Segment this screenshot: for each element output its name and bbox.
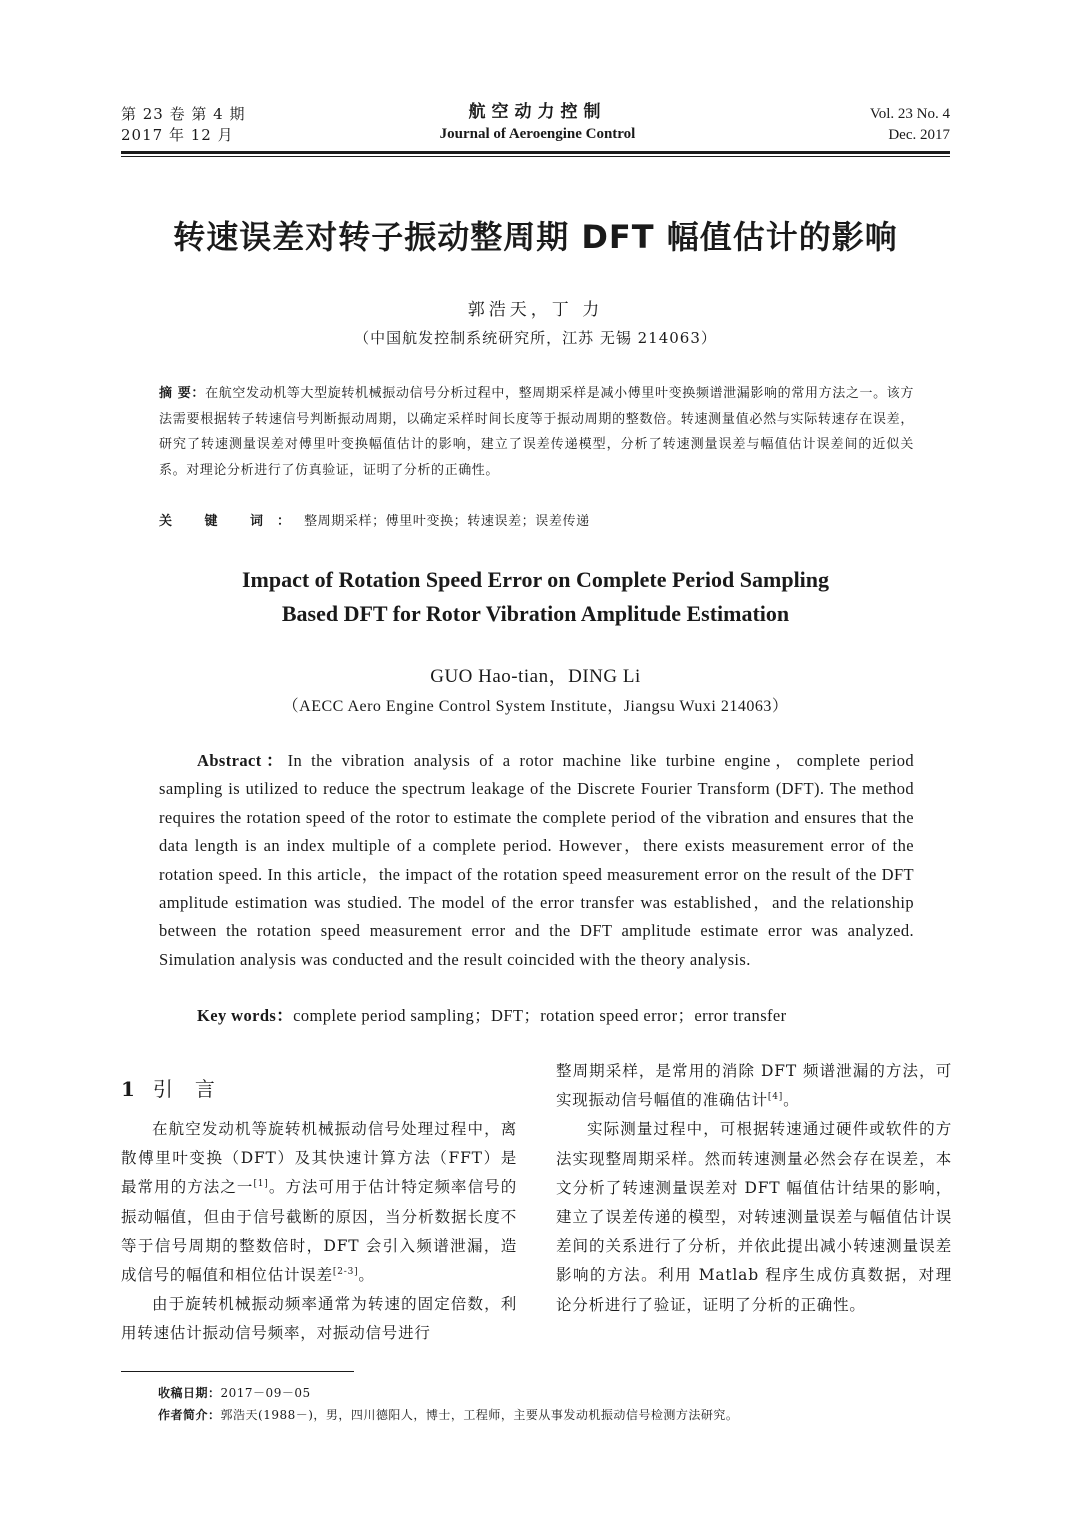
header-rule-thin: [121, 156, 950, 157]
body-text: 整周期采样，是常用的消除 DFT 频谱泄漏的方法，可实现振动信号幅值的准确估计: [556, 1062, 952, 1110]
body-paragraph: [556, 1057, 952, 1115]
keywords-en-label: Key words：: [197, 1006, 294, 1025]
journal-name-en: Journal of Aeroengine Control: [439, 126, 636, 142]
footnote: [158, 1382, 738, 1426]
header-rule-thick: [121, 151, 950, 154]
abstract-en: [159, 747, 914, 974]
body-column-left: [121, 1115, 517, 1349]
keywords-en-text: complete period sampling；DFT；rotation speed error；error transfer: [293, 1006, 787, 1025]
journal-name-zh: 航空动力控制: [468, 102, 607, 122]
body-paragraph: [121, 1115, 517, 1290]
abstract-zh-text: 在航空发动机等大型旋转机械振动信号分析过程中，整周期采样是减小傅里叶变换频谱泄漏影响的常用方法之一。该方法需要根据转子转速信号判断振动周期，以确定采样时间长度等于振动周期的整数倍。转速测量值必然与实际转速存在误差，研究了转速测量误差对傅里叶变换幅值估计的影响，建立了误差传递模型，分析了转速测量误差与幅值估计误差间的近似关系。对理论分析进行了仿真验证，证明了分析的正确性。: [159, 386, 914, 478]
authors-zh: 郭浩天，丁 力: [467, 300, 604, 320]
keywords-zh: [159, 509, 914, 534]
received-date: [158, 1382, 738, 1404]
keywords-en: [197, 1002, 914, 1030]
volume-issue-zh: 第 23 卷 第 4 期: [121, 105, 246, 123]
abstract-zh-label: 摘 要：: [159, 386, 206, 401]
date-en: Dec. 2017: [888, 127, 950, 143]
paper-title-en-line1: Impact of Rotation Speed Error on Complete Period Sampling: [241, 567, 830, 592]
section-heading-1: [121, 1073, 237, 1102]
date-zh: 2017 年 12 月: [121, 126, 234, 144]
journal-name: [380, 100, 695, 144]
section-number: 1: [121, 1077, 135, 1101]
body-text: 。方法可用于估计特定频率信号的振动幅值，但由于信号截断的原因，当分析数据长度不等于信号周期的整数倍时，DFT 会引入频谱泄漏，造成信号的幅值和相位估计误差: [121, 1178, 517, 1285]
volume-issue-en: Vol. 23 No. 4: [869, 106, 950, 122]
citation-ref[interactable]: [4]: [767, 1092, 784, 1103]
keywords-zh-label: 关 键 词：: [159, 514, 305, 529]
citation-ref[interactable]: [2-3]: [332, 1267, 359, 1278]
author-bio-label: 作者简介：: [158, 1408, 221, 1422]
issue-info: [121, 104, 245, 146]
keywords-zh-text: 整周期采样；傅里叶变换；转速误差；误差传递: [304, 514, 590, 529]
authors-en: GUO Hao-tian，DING Li: [430, 666, 641, 687]
paper-title-zh: 转速误差对转子振动整周期 DFT 幅值估计的影响: [173, 218, 898, 256]
body-paragraph: 由于旋转机械振动频率通常为转速的固定倍数，利用转速估计振动信号频率，对振动信号进行: [121, 1295, 517, 1343]
received-label: 收稿日期：: [158, 1386, 221, 1400]
received-value: 2017－09－05: [220, 1386, 311, 1400]
body-column-right: [556, 1057, 952, 1320]
body-text: 。: [783, 1091, 800, 1110]
issue-info-en: [870, 104, 950, 146]
abstract-en-text: In the vibration analysis of a rotor machine like turbine engine，complete period sampling is utilized to reduce the spectrum leakage of the Discrete Fourier Transform (DFT). The method requires the rotation speed of the rotor to estimate the complete period of the vibration and ensures that the data length is an index multiple of a complete period. However，there exists measurement error of the rotation speed. In this article，the impact of the rotation speed measurement error on the result of the DFT amplitude estimation was studied. The model of the error transfer was established，and the relationship between the rotation speed measurement error and the DFT amplitude estimate error was analyzed. Simulation analysis was conducted and the result coincided with the theory analysis.: [159, 751, 915, 969]
abstract-zh: [159, 381, 914, 483]
author-bio-text: 郭浩天(1988－)，男，四川德阳人，博士，工程师，主要从事发动机振动信号检测方法研究。: [220, 1408, 739, 1422]
author-bio: [158, 1404, 738, 1426]
body-text: 。: [358, 1266, 375, 1285]
footnote-rule: [121, 1371, 354, 1372]
paper-title-en: [120, 563, 951, 631]
body-text: 在航空发动机等旋转机械振动信号处理过程中，离散傅里叶变换（DFT）及其快速计算方法（FFT）是最常用的方法之一: [121, 1120, 517, 1197]
section-title: 引言: [152, 1077, 237, 1101]
body-paragraph: 实际测量过程中，可根据转速通过硬件或软件的方法实现整周期采样。然而转速测量必然会存在误差，本文分析了转速测量误差对 DFT 幅值估计结果的影响，建立了误差传递的模型，对转速测量误差与幅值估计误差间的关系进行了分析，并依此提出减小转速测量误差影响的方法。利用 Matlab 程序生成仿真数据，对理论分析进行了验证，证明了分析的正确性。: [556, 1120, 952, 1314]
affiliation-en: （AECC Aero Engine Control System Institute，Jiangsu Wuxi 214063）: [282, 698, 789, 715]
paper-title-en-line2: Based DFT for Rotor Vibration Amplitude Estimation: [281, 601, 790, 626]
abstract-en-label: Abstract：: [197, 751, 288, 770]
citation-ref[interactable]: [1]: [253, 1179, 269, 1190]
affiliation-zh: （中国航发控制系统研究所，江苏 无锡 214063）: [354, 329, 717, 347]
